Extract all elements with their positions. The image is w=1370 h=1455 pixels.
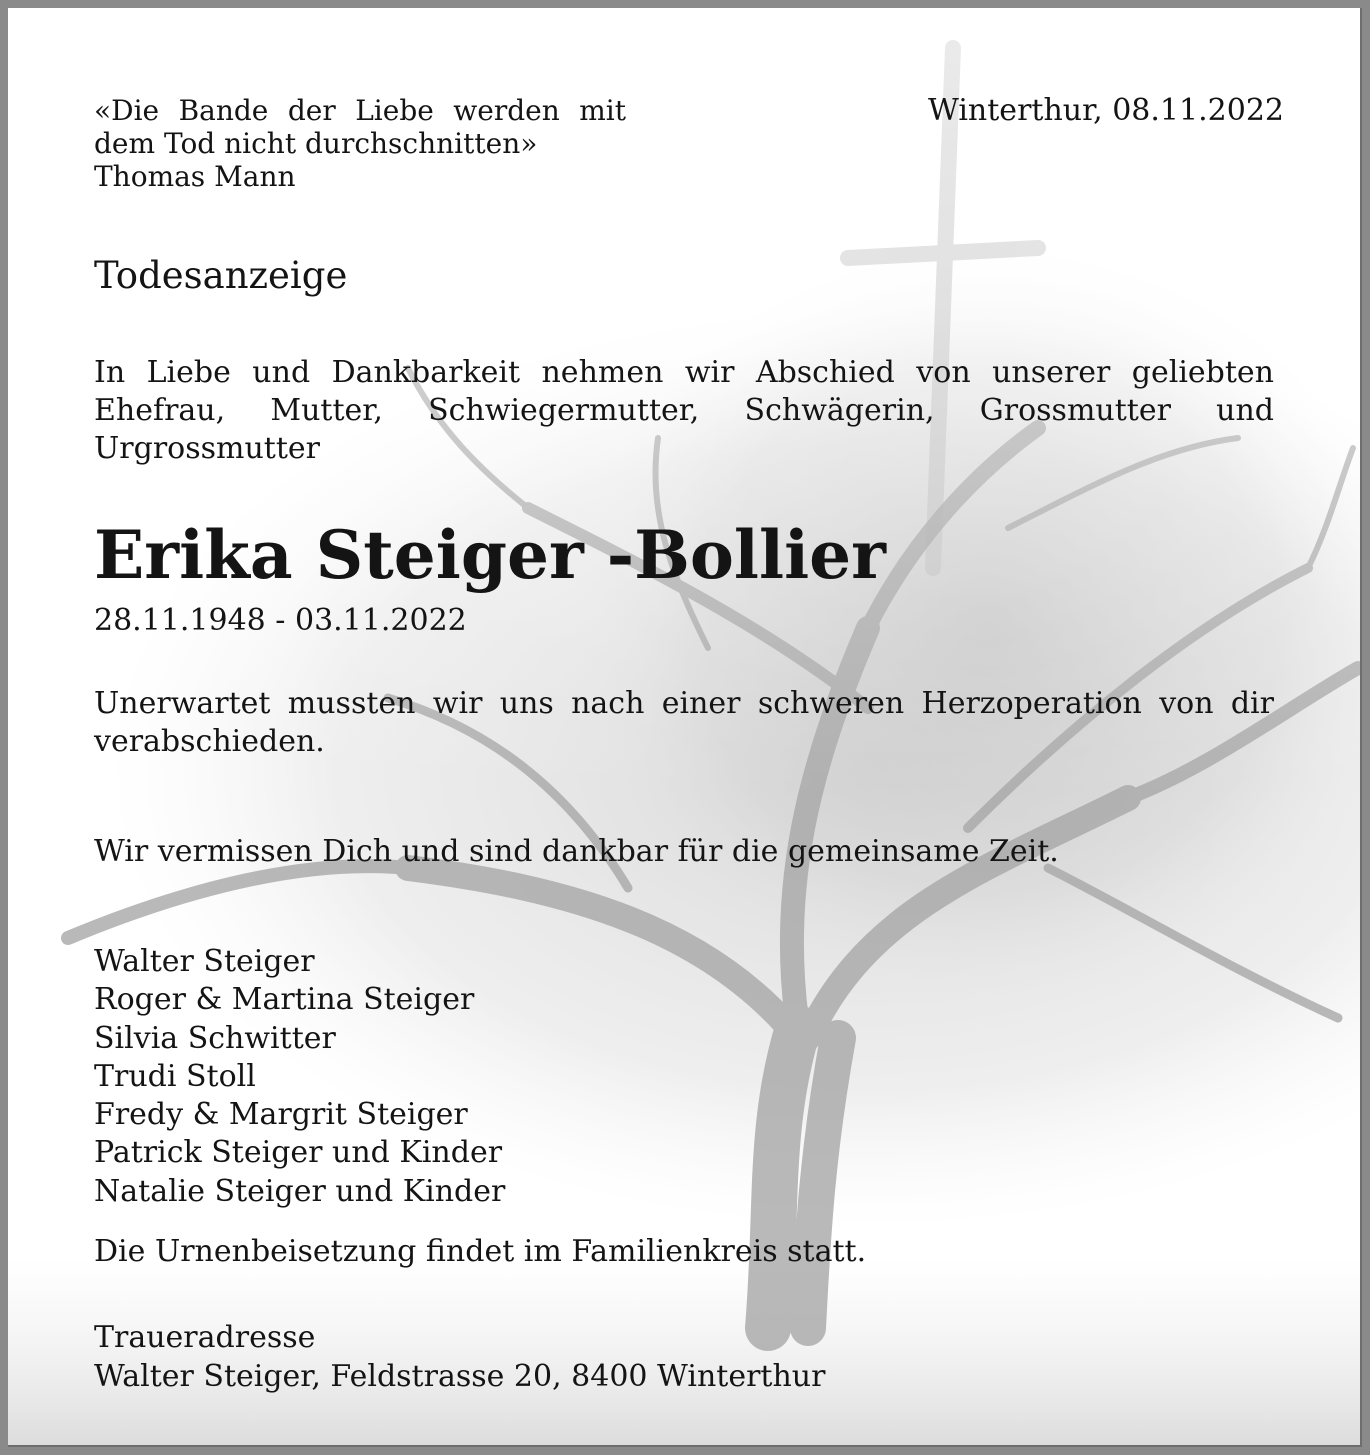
place-and-date: Winterthur, 08.11.2022	[928, 93, 1284, 128]
mourner-item: Walter Steiger	[94, 944, 315, 979]
mourner-item: Fredy & Margrit Steiger	[94, 1097, 468, 1133]
mourners-list	[94, 943, 505, 1211]
message-paragraph-2: Wir vermissen Dich und sind dankbar für die gemeinsame Zeit.	[94, 834, 1059, 869]
intro-text: In Liebe und Dankbarkeit nehmen wir Abschied von unserer geliebten Ehefrau, Mutter, Schwiegermutter, Schwägerin, Grossmutter und Urgrossmutter	[94, 355, 1274, 466]
mourner-item: Natalie Steiger und Kinder	[94, 1173, 506, 1209]
quote-line-2: dem Tod nicht durchschnitten»	[94, 127, 538, 160]
obituary-content	[8, 8, 1362, 1447]
mourner-item: Trudi Stoll	[94, 1058, 256, 1094]
obituary-page	[8, 8, 1362, 1447]
mourner-item: Roger & Martina Steiger	[94, 982, 475, 1018]
quote-author: Thomas Mann	[94, 160, 296, 193]
deceased-name: Erika Steiger -Bollier	[94, 516, 886, 594]
notice-heading: Todesanzeige	[94, 254, 348, 297]
message-paragraph-1: Unerwartet mussten wir uns nach einer schweren Herzoperation von dir verabschieden.	[94, 686, 1274, 759]
urn-burial-notice: Die Urnenbeisetzung findet im Familienkreis statt.	[94, 1234, 867, 1269]
mourning-address: Walter Steiger, Feldstrasse 20, 8400 Winterthur	[94, 1359, 826, 1394]
mourner-item: Patrick Steiger und Kinder	[94, 1135, 503, 1171]
mourning-address-label: Traueradresse	[94, 1320, 316, 1355]
quote-line-1: «Die Bande der Liebe werden mit	[94, 94, 626, 127]
life-dates: 28.11.1948 - 03.11.2022	[94, 603, 467, 638]
mourner-item: Silvia Schwitter	[94, 1020, 336, 1056]
epigraph-quote	[94, 94, 626, 193]
